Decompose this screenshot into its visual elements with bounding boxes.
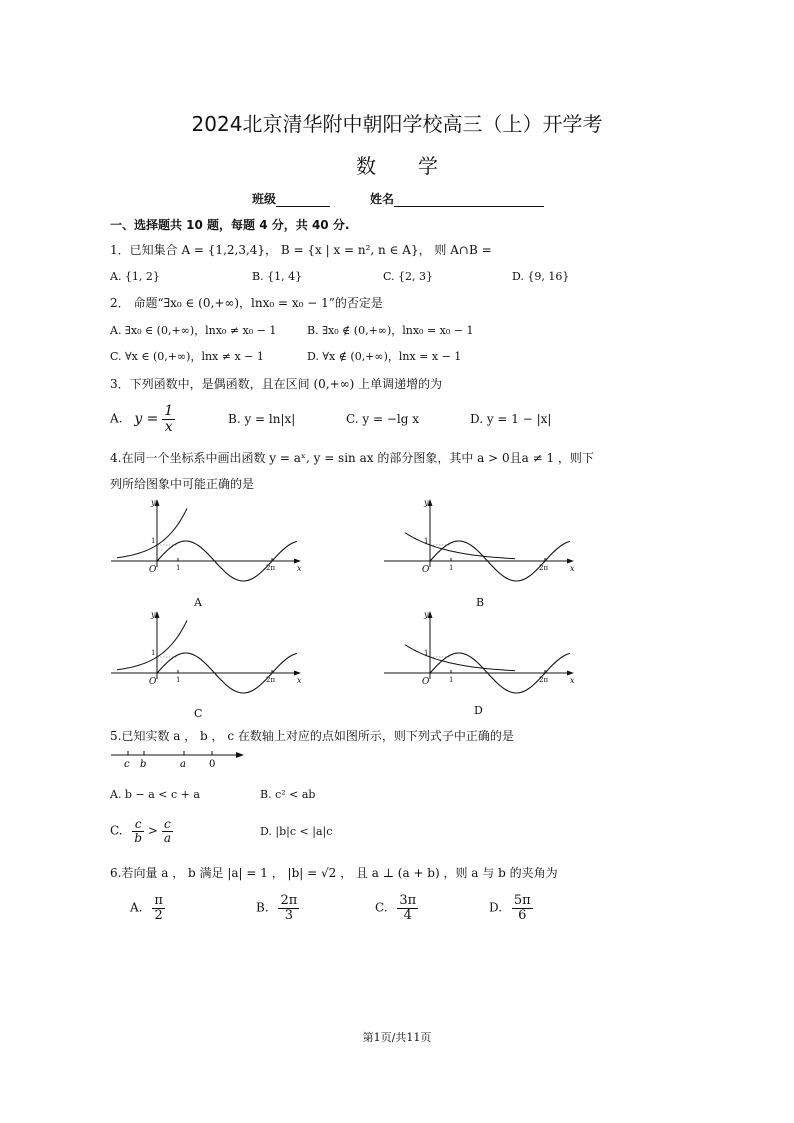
q6-stem: 6.若向量 a ， b 满足 |a| = 1 ， |b| = √2 ， 且 a ⊥ (a + b) ，则 a 与 b 的夹角为 (110, 866, 558, 880)
q2-option-a: A. ∃x₀ ∈ (0,+∞)，lnx₀ ≠ x₀ − 1 (110, 324, 277, 337)
origin-label: O (149, 565, 157, 575)
exponential-curve (117, 508, 187, 557)
q2-stem: 2． 命题“∃x₀ ∈ (0,+∞)，lnx₀ = x₀ − 1”的否定是 (110, 296, 383, 310)
x-axis-arrow (567, 671, 574, 676)
origin-label: O (422, 677, 430, 687)
q3-option-a-label: A. (110, 411, 123, 426)
q5-option-a: A. b − a < c + a (110, 788, 200, 801)
q6-option-b-den: 3 (284, 907, 294, 923)
origin-label: O (422, 565, 430, 575)
q5-option-c-label: C. (110, 823, 123, 838)
q3-stem: 3．下列函数中，是偶函数，且在区间 (0,+∞) 上单调递增的为 (110, 377, 443, 391)
q3-option-a-lhs: y = (134, 410, 159, 427)
section-heading: 一、选择题共 10 题，每题 4 分，共 40 分. (110, 218, 350, 232)
q1-option-d: D. {9, 16} (512, 270, 570, 283)
q5-option-d: D. |b|c < |a|c (260, 825, 333, 838)
exponential-curve (117, 620, 187, 669)
exam-title: 2024北京清华附中朝阳学校高三（上）开学考 (191, 112, 603, 136)
q2-option-c: C. ∀x ∈ (0,+∞)，lnx ≠ x − 1 (110, 350, 264, 363)
x-axis-label: x (297, 564, 302, 573)
q3-option-c: C. y = −lg x (346, 412, 420, 426)
tick-y-one-label: 1 (151, 649, 156, 657)
q6-option-d (489, 894, 533, 922)
x-axis-label: x (570, 676, 575, 685)
q3-option-a-numerator: 1 (164, 403, 174, 419)
graph-label-c: C (194, 707, 203, 720)
graph-label-a: A (194, 596, 202, 609)
tick-y-one-label: 1 (424, 537, 429, 545)
tick-x-one-label: 1 (449, 676, 454, 684)
q6-option-d-den: 6 (518, 907, 527, 923)
q5-option-c (110, 818, 173, 844)
q6-option-d-label: D. (489, 900, 503, 915)
q4-stem-line1: 4.在同一个坐标系中画出函数 y = aˣ, y = sin ax 的部分图象，其中 a > 0且a ≠ 1 ，则下 (110, 451, 594, 465)
q5-option-c-gt: > (147, 823, 158, 838)
exponential-curve (405, 645, 515, 671)
q6-option-d-fraction (512, 894, 533, 922)
label-a: a (180, 759, 186, 770)
q5-number-line (108, 745, 258, 771)
q5-option-c-den2: a (163, 830, 171, 845)
q6-option-c-den: 4 (403, 907, 412, 923)
q5-option-b: B. c² < ab (260, 788, 316, 801)
y-axis-label: y (151, 498, 156, 507)
tick-y-one-label: 1 (151, 537, 156, 545)
q6-option-a-label: A. (130, 900, 143, 915)
q1-stem: 1．已知集合 A = {1,2,3,4}， B = {x | x = n², n ∈ A}， 则 A∩B = (110, 243, 492, 257)
graph-label-d: D (474, 704, 483, 717)
q2-option-b: B. ∃x₀ ∉ (0,+∞)，lnx₀ = x₀ − 1 (307, 324, 474, 337)
tick-two-pi-label: 2π (539, 676, 549, 684)
q5-option-c-den1: b (134, 830, 143, 845)
graph-label-b: B (476, 596, 485, 609)
number-line-arrow (236, 752, 244, 758)
q5-option-c-frac1 (132, 818, 144, 844)
q3-option-b: B. y = ln|x| (228, 412, 296, 426)
q5-option-c-num1: c (132, 818, 144, 832)
origin-label: O (149, 677, 157, 687)
q6-option-a-fraction (152, 894, 165, 922)
q6-option-b (256, 894, 299, 922)
tick-x-one-label: 1 (176, 676, 181, 684)
q3-option-a-denominator: x (164, 418, 173, 435)
label-c: c (124, 759, 130, 770)
tick-two-pi-label: 2π (266, 564, 276, 572)
q6-option-c (375, 894, 418, 922)
page-number: 第1页/共11页 (362, 1031, 432, 1044)
y-axis-label: y (151, 610, 156, 619)
x-axis-arrow (294, 671, 301, 676)
y-axis-label: y (424, 498, 429, 507)
q5-option-c-frac2 (162, 818, 173, 844)
label-b: b (140, 759, 147, 770)
q5-stem: 5.已知实数 a ， b ， c 在数轴上对应的点如图所示，则下列式子中正确的是 (110, 729, 514, 743)
q6-option-b-fraction (278, 894, 299, 922)
x-axis-label: x (297, 676, 302, 685)
tick-x-one-label: 1 (449, 564, 454, 572)
q1-option-b: B. {1, 4} (252, 270, 303, 283)
q6-option-a-num: π (154, 893, 163, 908)
q6-option-c-label: C. (375, 900, 388, 915)
q1-option-c: C. {2, 3} (383, 270, 434, 283)
tick-y-one-label: 1 (424, 649, 429, 657)
q6-option-b-label: B. (256, 900, 269, 915)
tick-x-one-label: 1 (176, 564, 181, 572)
subject-title: 数学 (356, 154, 480, 178)
q3-option-d: D. y = 1 − |x| (470, 412, 552, 426)
exponential-curve (405, 533, 515, 559)
tick-two-pi-label: 2π (266, 676, 276, 684)
tick-two-pi-label: 2π (539, 564, 549, 572)
q6-option-c-num: 3π (399, 893, 417, 908)
x-axis-arrow (294, 559, 301, 564)
label-zero: 0 (209, 759, 216, 770)
q6-option-c-fraction (397, 894, 418, 922)
x-axis-label: x (570, 564, 575, 573)
name-label: 姓名 (370, 192, 395, 206)
q6-option-a (130, 894, 165, 922)
class-label: 班级 (252, 192, 277, 206)
y-axis-label: y (424, 610, 429, 619)
q4-stem-line2: 列所给图象中可能正确的是 (110, 477, 255, 491)
x-axis-arrow (567, 559, 574, 564)
q6-option-b-num: 2π (280, 893, 298, 908)
q6-option-d-num: 5π (513, 893, 531, 908)
q2-option-d: D. ∀x ∉ (0,+∞)，lnx = x − 1 (307, 350, 462, 363)
q5-option-c-num2: c (162, 818, 173, 832)
q1-option-a: A. {1, 2} (110, 270, 160, 283)
q6-option-a-den: 2 (154, 907, 163, 923)
